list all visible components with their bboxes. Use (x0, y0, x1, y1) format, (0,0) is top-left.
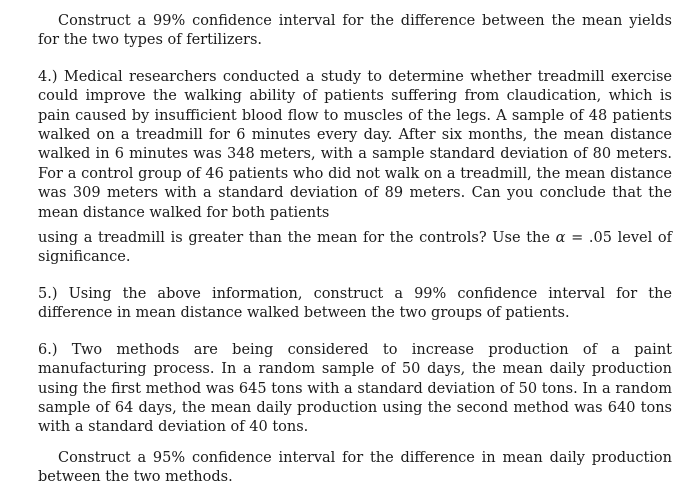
problem-4-continuation (38, 229, 672, 268)
problem-4-continuation-text: using a treadmill is greater than the mean for the controls? Use the (38, 230, 556, 247)
problem-6-paragraph: 6.) Two methods are being considered to increase production of a paint manufacturing process. In a random sample of 50 days, the mean daily production using the first method was 645 tons with a standard deviation of 50 tons. In a random sample of 64 days, the mean daily production using the second method was 640 tons with a standard deviation of 40 tons. (38, 341, 672, 436)
alpha-symbol: α (555, 230, 566, 247)
intro-paragraph: Construct a 99% confidence interval for the difference between the mean yields for the two types of fertilizers. (38, 13, 672, 49)
document-page (38, 12, 672, 488)
problem-5-paragraph: 5.) Using the above information, construct a 99% confidence interval for the difference in mean distance walked between the two groups of patients. (38, 285, 672, 322)
problem-4-significance-text: = .05 level of significance. (38, 230, 672, 266)
problem-6-followup: Construct a 95% confidence interval for the difference in mean daily production between the two methods. (38, 449, 672, 486)
problem-4-paragraph: 4.) Medical researchers conducted a study to determine whether treadmill exercise could improve the walking ability of patients suffering from claudication, which is pain caused by insufficient blood flow to muscles of the legs. A sample of 48 patients walked on a treadmill for 6 minutes every day. After six months, the mean distance walked in 6 minutes was 348 meters, with a sample standard deviation of 80 meters. For a control group of 46 patients who did not walk on a treadmill, the mean distance was 309 meters with a standard deviation of 89 meters. Can you conclude that the mean distance walked for both patients (38, 68, 672, 221)
